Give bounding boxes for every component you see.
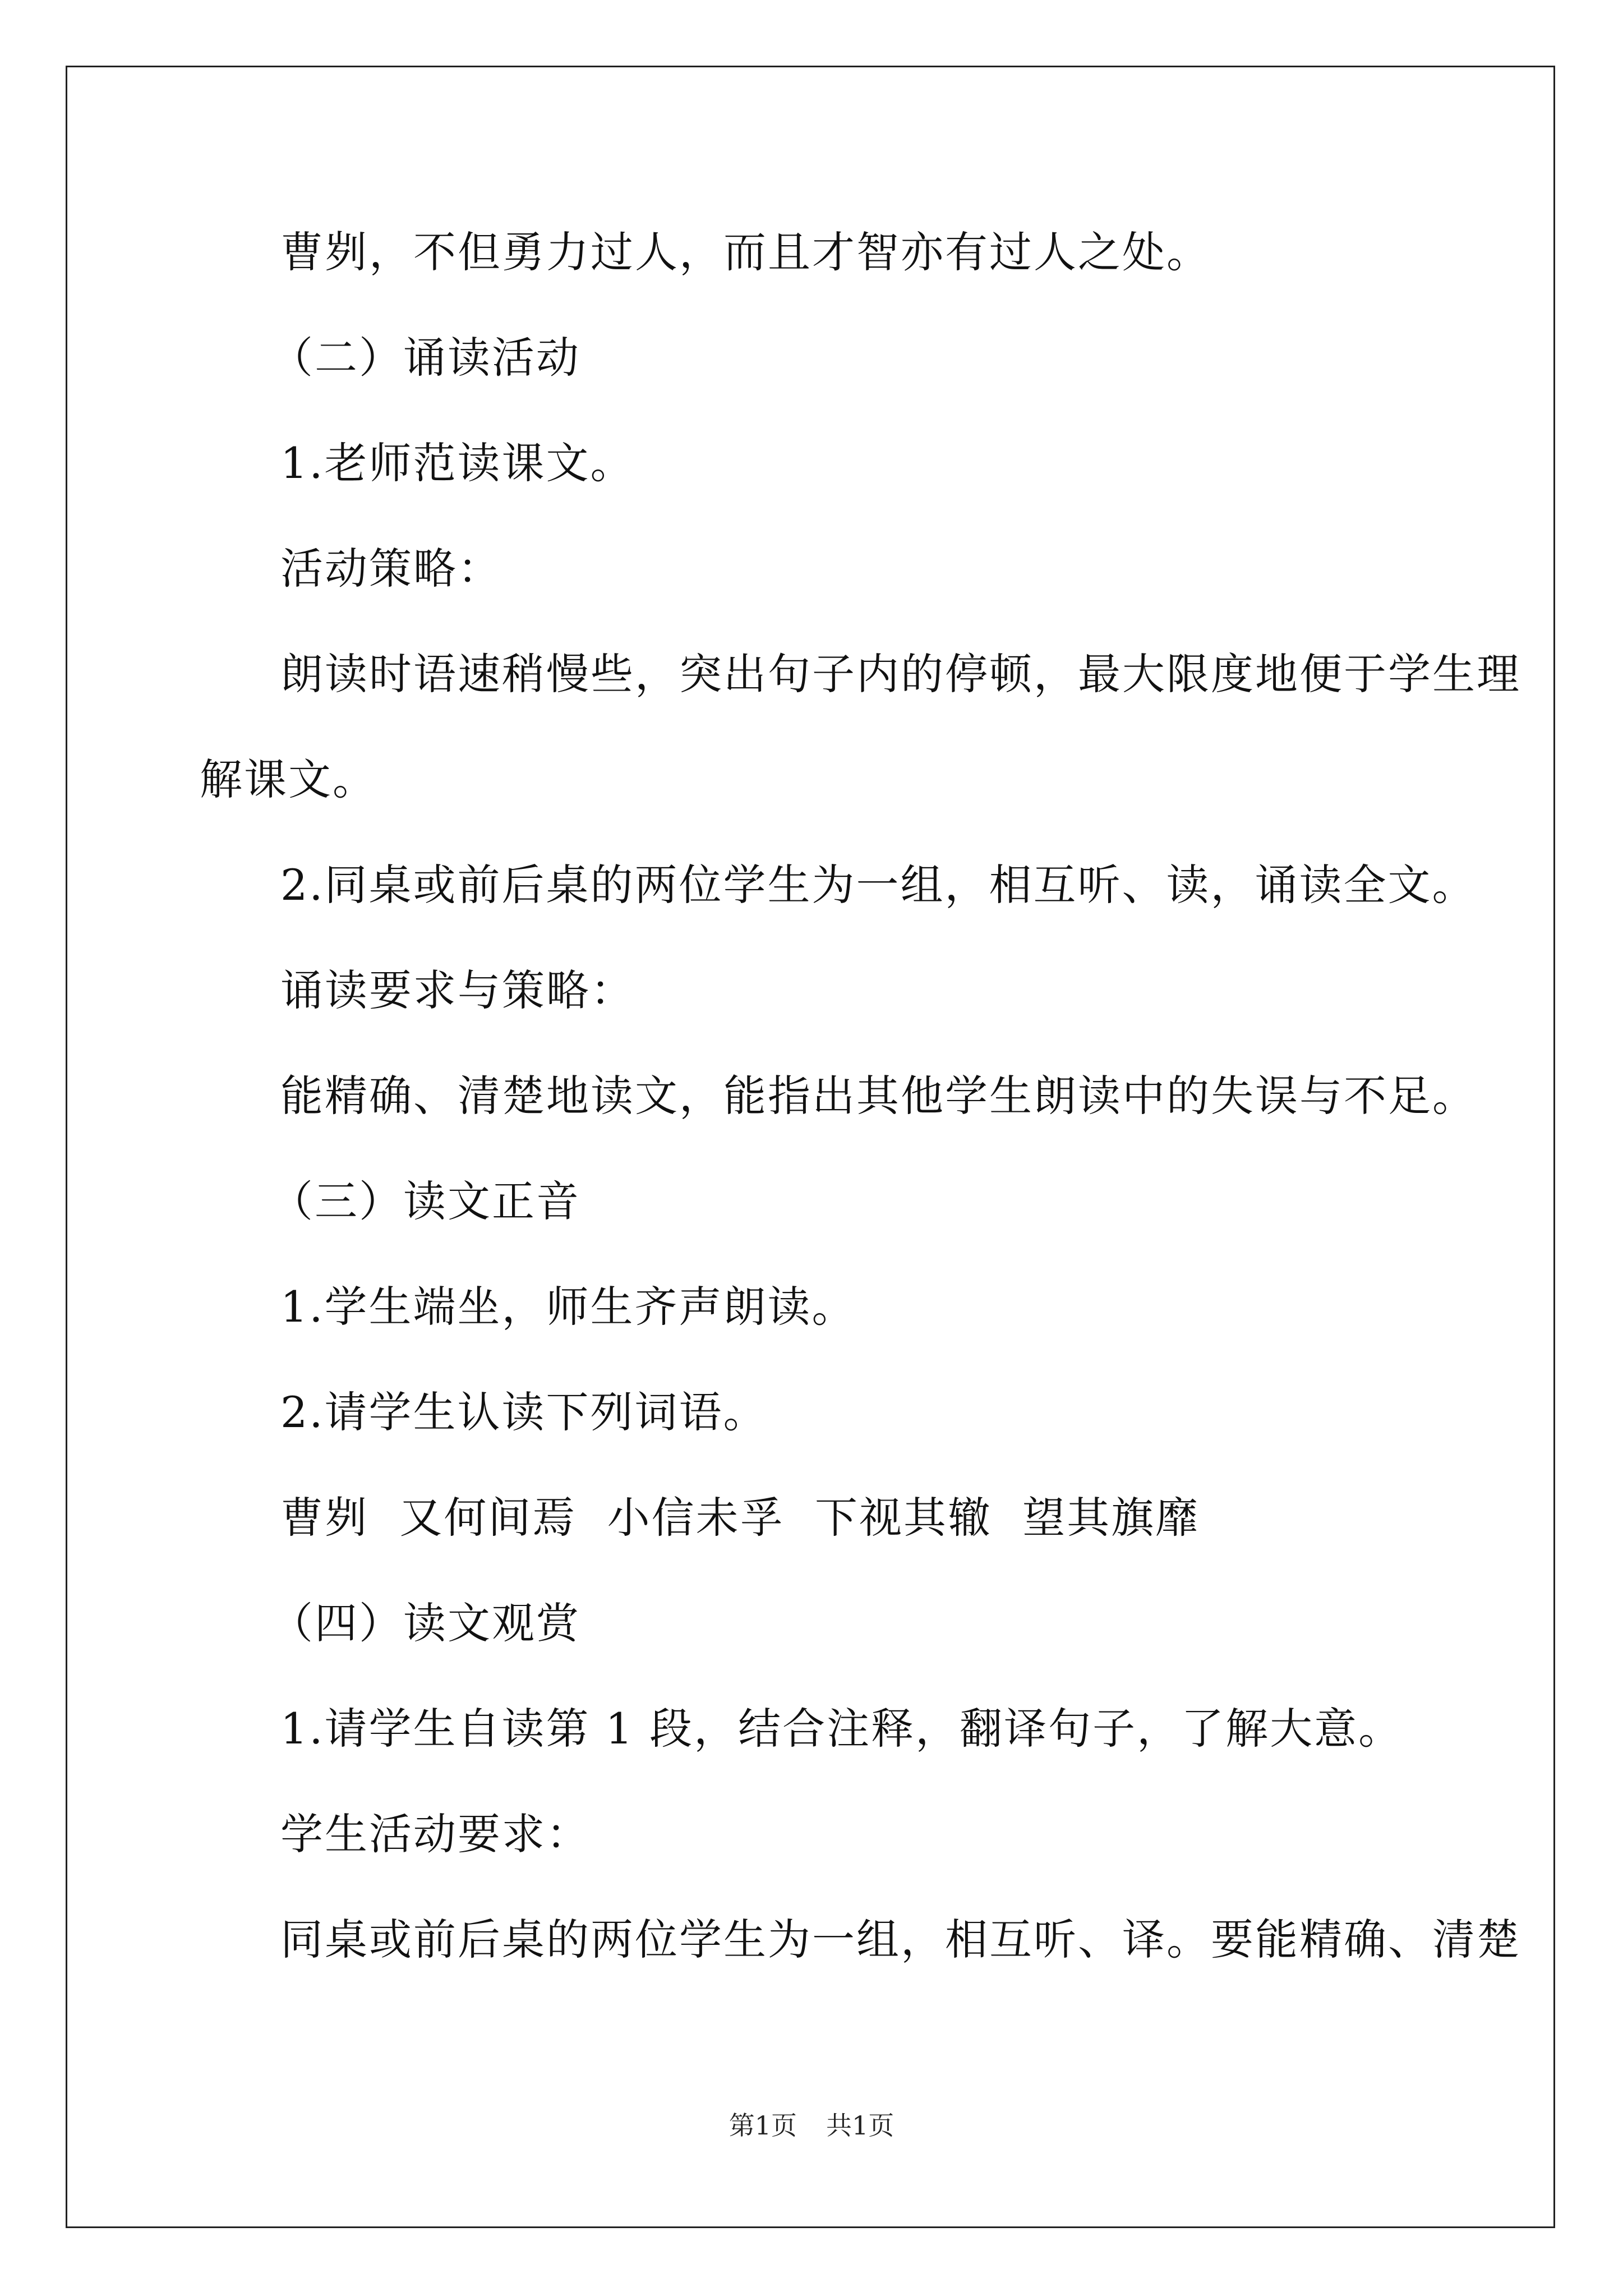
section-heading-4: （四）读文观赏 — [270, 1598, 580, 1648]
section-heading-2: （二）诵读活动 — [270, 333, 580, 383]
text-line-1: 曹刿，不但勇力过人，而且才智亦有过人之处。 — [280, 227, 1211, 277]
section-heading-3: （三）读文正音 — [270, 1176, 580, 1226]
text-line-8: 诵读要求与策略： — [280, 965, 635, 1015]
text-line-16: 学生活动要求： — [280, 1809, 591, 1859]
text-line-15: 1.请学生自读第 1 段，结合注释，翻译句子，了解大意。 — [280, 1704, 1403, 1754]
page-border — [66, 66, 1555, 2228]
page-footer — [0, 2110, 1623, 2141]
vocabulary-line: 曹刿 又何间焉 小信未孚 下视其辙 望其旗靡 — [280, 1493, 1200, 1543]
text-line-5: 朗读时语速稍慢些，突出句子内的停顿，最大限度地便于学生理 — [280, 649, 1521, 699]
text-line-3: 1.老师范读课文。 — [280, 438, 635, 488]
page-number-total: 共1页 — [826, 2110, 895, 2141]
text-line-6: 解课文。 — [200, 754, 377, 804]
text-line-12: 2.请学生认读下列词语。 — [280, 1387, 768, 1437]
text-line-17: 同桌或前后桌的两位学生为一组，相互听、译。要能精确、清楚 — [280, 1915, 1521, 1964]
text-line-7: 2.同桌或前后桌的两位学生为一组，相互听、读，诵读全文。 — [280, 860, 1477, 910]
text-line-11: 1.学生端坐，师生齐声朗读。 — [280, 1282, 856, 1332]
page-number-current: 第1页 — [728, 2110, 797, 2141]
text-line-4: 活动策略： — [280, 544, 502, 593]
text-line-9: 能精确、清楚地读文，能指出其他学生朗读中的失误与不足。 — [280, 1071, 1477, 1121]
